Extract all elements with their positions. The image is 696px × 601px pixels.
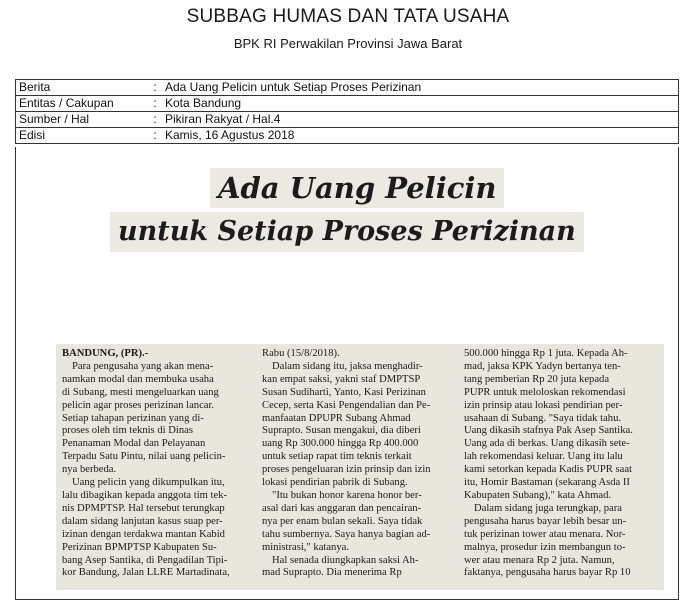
meta-value: Pikiran Rakyat / Hal.4 <box>162 112 679 128</box>
meta-row-berita <box>16 80 679 96</box>
meta-separator: : <box>148 96 162 112</box>
meta-row-entitas <box>16 96 679 112</box>
meta-key: Berita <box>16 80 149 96</box>
meta-key: Sumber / Hal <box>16 112 149 128</box>
headline-line-2: untuk Setiap Proses Perizinan <box>110 212 584 252</box>
headline-line-1: Ada Uang Pelicin <box>210 168 504 208</box>
newspaper-clipping <box>56 344 664 590</box>
article-column-2 <box>262 348 452 580</box>
meta-separator: : <box>148 128 162 144</box>
metadata-table <box>15 79 679 144</box>
meta-key: Entitas / Cakupan <box>16 96 149 112</box>
meta-value: Ada Uang Pelicin untuk Setiap Proses Perizinan <box>162 80 679 96</box>
article-paragraph: "Itu bukan honor karena honor ber- asal dari kas anggaran dan pencairan- nya per enam bulan sekali. Saya tidak tahu sumbernya. Saya hanya bagian ad- ministrasi," katanya. <box>262 489 431 553</box>
meta-row-sumber <box>16 112 679 128</box>
article-paragraph: Uang pelicin yang dikumpulkan itu, lalu dibagikan kepada anggota tim tek- nis DPMPTSP. Hal tersebut terungkap dalam sidang lanjutan kasus suap per- izinan dengan terdakwa mantan Kabid Perizinan BPMPTSP Kabupaten Su- bang Asep Santika, di Pengadilan Tipi- kor Bandung, Jalan LLRE Martadinata, <box>62 477 230 579</box>
meta-key: Edisi <box>16 128 149 144</box>
dateline: BANDUNG, (PR).- <box>62 348 149 359</box>
article-paragraph: 500.000 hingga Rp 1 juta. Kepada Ah- mad, jaksa KPK Yadyn bertanya ten- tang pemberian Rp 20 juta kepada PUPR untuk meloloskan rekomendasi izin prinsip atau lokasi pendirian per- usahaan di Subang. "Saya tidak tahu. Uang dikasih stafnya Pak Asep Santika. Uang ada di berkas. Uang dikasih sete- lah rekomendasi keluar. Uang itu lalu kami setorkan kepada Kadis PUPR saat itu, Homir Bastaman (sekarang Asda II Kabupaten Subang)," kata Ahmad. <box>464 348 633 501</box>
article-column-1 <box>62 348 252 580</box>
article-column-3 <box>464 348 654 580</box>
meta-separator: : <box>148 80 162 96</box>
meta-value: Kota Bandung <box>162 96 679 112</box>
article-paragraph: Rabu (15/8/2018). <box>262 348 340 359</box>
article-paragraph: Dalam sidang itu, jaksa menghadir- kan empat saksi, yakni staf DMPTSP Susan Sudiharti, Yanto, Kasi Perizinan Cecep, serta Kasi Pengendalian dan Pe- manfaatan DPUPR Subang Ahmad Suprapto. Susan mengakui, dia diberi uang Rp 300.000 hingga Rp 400.000 untuk setiap rapat tim teknis terkait proses pengeluaran izin prinsip dan izin lokasi pendirian pabrik di Subang. <box>262 360 431 489</box>
article-paragraph: Para pengusaha yang akan mena- namkan modal dan membuka usaha di Subang, mesti mengeluarkan uang pelicin agar proses perizinan lancar. Setiap tahapan perizinan yang di- proses oleh tim teknis di Dinas Penanaman Modal dan Pelayanan Terpadu Satu Pintu, nilai uang pelicin- nya berbeda. <box>62 360 226 476</box>
office-title: SUBBAG HUMAS DAN TATA USAHA <box>186 6 510 27</box>
article-paragraph: Hal senada diungkapkan saksi Ah- mad Suprapto. Dia menerima Rp <box>262 554 419 579</box>
office-subtitle: BPK RI Perwakilan Provinsi Jawa Barat <box>233 36 463 51</box>
meta-row-edisi <box>16 128 679 144</box>
article-paragraph: Dalam sidang juga terungkap, para pengusaha harus bayar lebih besar un- tuk perizinan tower atau menara. Nor- malnya, prosedur izin membangun to- wer atau menara Rp 2 juta. Namun, faktanya, pengusaha harus bayar Rp 10 <box>464 502 631 579</box>
meta-value: Kamis, 16 Agustus 2018 <box>162 128 679 144</box>
meta-separator: : <box>148 112 162 128</box>
